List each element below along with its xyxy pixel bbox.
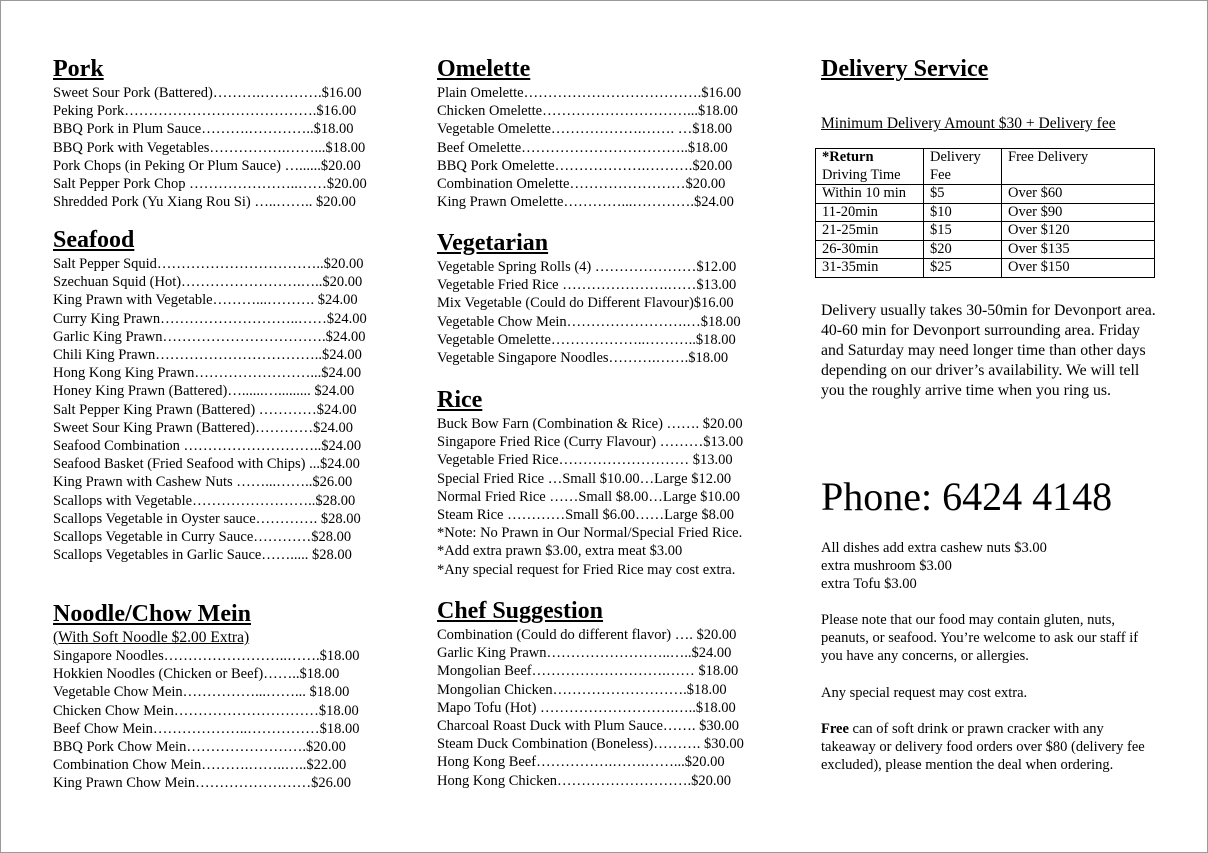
menu-item: Singapore Noodles……………………..…….$18.00 (53, 648, 360, 664)
fee-table-wrap (815, 148, 1160, 278)
menu-item: Steam Duck Combination (Boneless)………. $30.00 (437, 736, 744, 753)
menu-item: Scallops Vegetable in Oyster sauce…………. $28.00 (53, 510, 361, 527)
pork-section (53, 56, 393, 211)
menu-item: Chicken Omelette…………………………...$18.00 (437, 103, 738, 120)
menu-item: Shredded Pork (Yu Xiang Rou Si) …..…….. $20.00 (53, 194, 356, 211)
menu-item: Combination Omelette……………………$20.00 (437, 176, 726, 193)
rice-title: Rice (437, 387, 483, 413)
menu-item: BBQ Pork Chow Mein…………………….$20.00 (53, 739, 346, 756)
menu-item: Beef Chow Mein………………..……………$18.00 (53, 720, 360, 737)
menu-item: Vegetable Fried Rice……………………… $13.00 (437, 452, 733, 469)
pork-title: Pork (53, 56, 104, 82)
menu-item: extra Tofu $3.00 (821, 576, 917, 593)
menu-item: *Add extra prawn $3.00, extra meat $3.00 (437, 543, 683, 560)
menu-item: Vegetable Fried Rice ………………….……$13.00 (437, 277, 737, 294)
omelette-list (437, 84, 782, 211)
menu-item: Hong Kong King Prawn……………………...$24.00 (53, 365, 362, 382)
menu-item: Vegetable Singapore Noodles……….…….$18.00 (437, 350, 729, 367)
menu-item: Special Fried Rice …Small $10.00…Large $12.00 (437, 470, 732, 487)
menu-item: Mapo Tofu (Hot) ……………………….…..$18.00 (437, 699, 736, 716)
delivery-section (821, 56, 1166, 82)
pork-list (53, 84, 393, 211)
menu-item: Vegetable Spring Rolls (4) …………………$12.00 (437, 259, 737, 275)
chef-section (437, 598, 782, 790)
rice-section (437, 387, 782, 579)
menu-item: Scallops Vegetables in Garlic Sauce……..... $28.00 (53, 547, 352, 564)
free-offer-text: can of soft drink or prawn cracker with any takeaway or delivery food orders over $80 (delivery fee excluded), please mention the deal when ordering. (821, 721, 1145, 773)
rice-notes (437, 524, 782, 579)
menu-item: Honey King Prawn (Battered)…......…......... $24.00 (53, 383, 355, 400)
phone-number: Phone: 6424 4148 (821, 474, 1113, 519)
free-drink-offer (821, 720, 1161, 774)
rice-list (437, 415, 782, 524)
menu-item: Mongolian Chicken……………………….$18.00 (437, 681, 727, 698)
menu-item: Scallops Vegetable in Curry Sauce…………$28.00 (53, 529, 352, 546)
seafood-section (53, 227, 393, 564)
menu-item: BBQ Pork Omelette……………….……….$20.00 (437, 157, 733, 174)
fee-table-cell: $20 (924, 240, 1002, 259)
menu-item: Vegetable Omelette……………….……. …$18.00 (437, 121, 733, 138)
fee-table-cell: $15 (924, 222, 1002, 241)
menu-item: Buck Bow Farn (Combination & Rice) ……. $20.00 (437, 416, 743, 432)
menu-item: Hong Kong Chicken……………………….$20.00 (437, 772, 732, 789)
fee-table-row (816, 222, 1155, 241)
menu-item: Szechuan Squid (Hot)…………………….…..$20.00 (53, 274, 363, 291)
min-amount-text: Minimum Delivery Amount $30 + Delivery fee (821, 115, 1116, 132)
menu-item: Chicken Chow Mein…………………………$18.00 (53, 702, 359, 719)
menu-item: Singapore Fried Rice (Curry Flavour) ………$13.00 (437, 434, 744, 451)
menu-item: Hong Kong Beef…………….…….……...$20.00 (437, 754, 725, 771)
special-request-note: Any special request may cost extra. (821, 685, 1028, 701)
menu-item: Sweet Sour King Prawn (Battered)…………$24.00 (53, 419, 354, 436)
fee-table-cell: 26-30min (816, 240, 924, 259)
noodle-title: Noodle/Chow Mein (53, 601, 251, 627)
fee-table-cell: $5 (924, 185, 1002, 204)
menu-item: Plain Omelette……………………………….$16.00 (437, 85, 742, 101)
noodle-list (53, 647, 393, 793)
menu-item: Curry King Prawn………………………..……$24.00 (53, 310, 367, 327)
chef-title: Chef Suggestion (437, 598, 604, 624)
delivery-title: Delivery Service (821, 56, 989, 82)
fee-table-header (816, 149, 1155, 185)
free-bold: Free (821, 721, 849, 737)
menu-item: Garlic King Prawn…………………………….$24.00 (53, 328, 366, 345)
menu-item: Hokkien Noodles (Chicken or Beef)……..$18.00 (53, 666, 340, 683)
omelette-title: Omelette (437, 56, 531, 82)
noodle-section (53, 601, 393, 793)
menu-item: BBQ Pork in Plum Sauce……….…………..$18.00 (53, 121, 354, 138)
delivery-note: Delivery usually takes 30-50min for Devonport area. 40-60 min for Devonport surrounding area. Friday and Saturday may need longer time than other days depending on our driver’s availability. We will tell you the roughly arrive time when you ring us. (821, 302, 1156, 399)
seafood-title: Seafood (53, 227, 135, 253)
menu-item: Scallops with Vegetable……………………..$28.00 (53, 492, 356, 509)
vegetarian-list (437, 258, 782, 367)
vegetarian-title: Vegetarian (437, 230, 549, 256)
menu-item: *Note: No Prawn in Our Normal/Special Fried Rice. (437, 525, 743, 542)
menu-item: Normal Fried Rice ……Small $8.00…Large $10.00 (437, 488, 740, 505)
menu-item: *Any special request for Fried Rice may cost extra. (437, 561, 736, 578)
fee-table-cell: $10 (924, 203, 1002, 222)
menu-item: Peking Pork………………………………….$16.00 (53, 103, 357, 120)
header-free-delivery: Free Delivery (1002, 149, 1155, 185)
header-driving-time: *Return Driving Time (816, 149, 924, 185)
extras-block (821, 539, 1166, 594)
menu-item: BBQ Pork with Vegetables…………….……...$18.00 (53, 139, 366, 156)
menu-item: King Prawn with Vegetable………...………. $24.00 (53, 292, 358, 309)
seafood-list (53, 255, 393, 564)
fee-table-cell: Over $120 (1002, 222, 1155, 241)
fee-table-cell: Over $135 (1002, 240, 1155, 259)
allergy-note: Please note that our food may contain gluten, nuts, peanuts, or seafood. You’re welcome to ask our staff if you have any concerns, or allergies. (821, 612, 1139, 664)
fee-table-cell: Within 10 min (816, 185, 924, 204)
fee-table-row (816, 185, 1155, 204)
menu-item: Vegetable Chow Mein…………………….…$18.00 (437, 313, 741, 330)
menu-item: Chili King Prawn……………………………..$24.00 (53, 347, 362, 364)
fee-table-cell: 21-25min (816, 222, 924, 241)
menu-item: Garlic King Prawn……………………..…..$24.00 (437, 645, 732, 662)
menu-item: Charcoal Roast Duck with Plum Sauce……. $30.00 (437, 718, 740, 735)
fee-table-cell: 31-35min (816, 259, 924, 278)
omelette-section (437, 56, 782, 211)
fee-table-body (816, 185, 1155, 278)
menu-item: extra mushroom $3.00 (821, 558, 952, 575)
chef-list (437, 626, 782, 790)
min-amount (821, 115, 1166, 133)
menu-item: Steam Rice …………Small $6.00……Large $8.00 (437, 507, 734, 524)
fee-table-cell: Over $150 (1002, 259, 1155, 278)
menu-item: Vegetable Chow Mein……………...……... $18.00 (53, 684, 350, 701)
menu-item: Salt Pepper Pork Chop …………………..……$20.00 (53, 176, 367, 193)
menu-item: Seafood Combination ………………………..$24.00 (53, 438, 362, 455)
menu-item: Mongolian Beef……………………….…… $18.00 (437, 663, 739, 680)
menu-item: King Prawn with Cashew Nuts ……...……..$26.00 (53, 474, 353, 491)
fee-table-row (816, 240, 1155, 259)
menu-item: Vegetable Omelette………………..………..$18.00 (437, 331, 736, 348)
fee-table-row (816, 259, 1155, 278)
menu-item: Combination (Could do different flavor) …. $20.00 (437, 627, 737, 643)
fee-table-cell: Over $90 (1002, 203, 1155, 222)
noodle-subtitle: (With Soft Noodle $2.00 Extra) (53, 629, 250, 646)
vegetarian-section (437, 230, 782, 367)
menu-item: Sweet Sour Pork (Battered)……….………….$16.00 (53, 85, 362, 101)
menu-item: King Prawn Chow Mein……………………$26.00 (53, 775, 352, 792)
header-delivery-fee: Delivery Fee (924, 149, 1002, 185)
menu-item: Mix Vegetable (Could do Different Flavour)$16.00 (437, 295, 734, 312)
menu-item: Pork Chops (in Peking Or Plum Sauce) …......$20.00 (53, 157, 361, 174)
fee-table-row (816, 203, 1155, 222)
menu-item: All dishes add extra cashew nuts $3.00 (821, 540, 1047, 556)
menu-item: Seafood Basket (Fried Seafood with Chips) ...$24.00 (53, 456, 360, 473)
delivery-fee-table (815, 148, 1155, 278)
menu-item: Combination Chow Mein……….……..…..$22.00 (53, 757, 347, 774)
menu-item: Beef Omelette……………………………..$18.00 (437, 139, 728, 156)
fee-table-cell: Over $60 (1002, 185, 1155, 204)
fee-table-cell: 11-20min (816, 203, 924, 222)
menu-item: King Prawn Omelette…………...………….$24.00 (437, 194, 734, 211)
extras-list (821, 539, 1166, 594)
menu-item: Salt Pepper Squid……………………………..$20.00 (53, 256, 364, 272)
fee-table-cell: $25 (924, 259, 1002, 278)
menu-item: Salt Pepper King Prawn (Battered) …………$24.00 (53, 401, 357, 418)
